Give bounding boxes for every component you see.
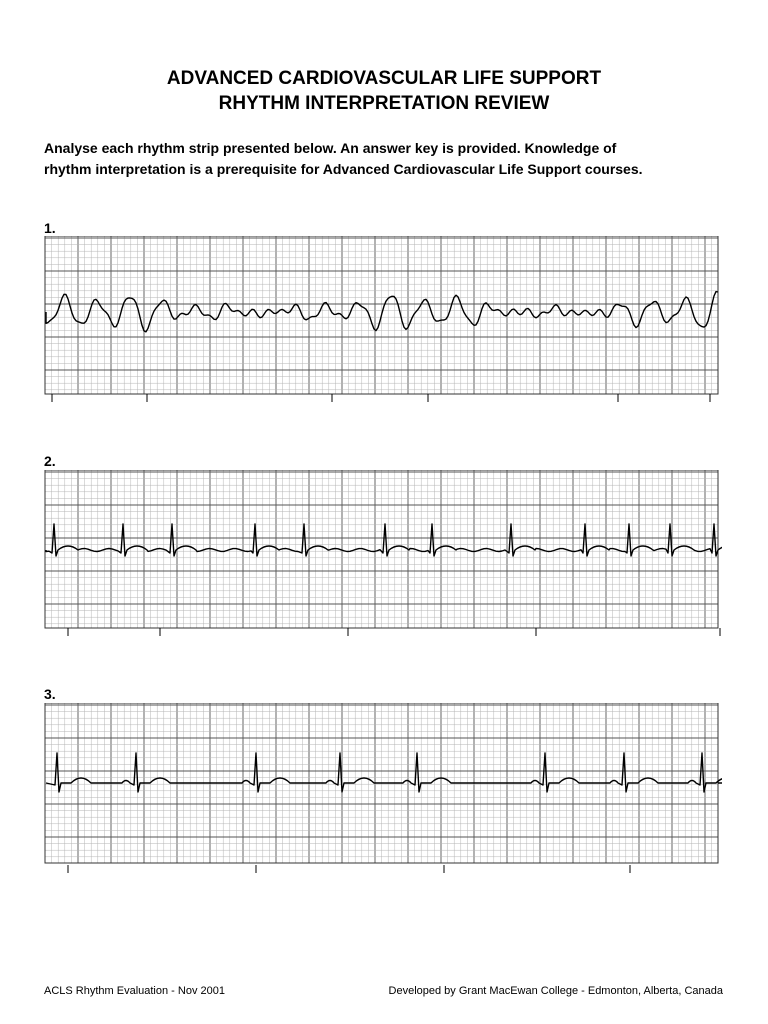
rhythm-strip-3 <box>40 703 722 883</box>
title-line-2: RHYTHM INTERPRETATION REVIEW <box>218 93 550 114</box>
title-line-1: ADVANCED CARDIOVASCULAR LIFE SUPPORT <box>166 68 602 89</box>
strip-1-label: 1. <box>44 220 56 236</box>
document-title <box>0 66 768 116</box>
footer-date-note: ACLS Rhythm Evaluation - Nov 2001 <box>44 985 225 997</box>
rhythm-strip-1 <box>40 236 722 410</box>
time-marker-ticks-2 <box>68 628 720 636</box>
time-marker-ticks-1 <box>52 394 710 402</box>
footer-credit: Developed by Grant MacEwan College - Edmonton, Alberta, Canada <box>388 985 723 997</box>
strip-2-label: 2. <box>44 453 56 469</box>
instructions-line-1: Analyse each rhythm strip presented below. An answer key is provided. Knowledge of <box>44 140 617 156</box>
strip-3-label: 3. <box>44 686 56 702</box>
instructions-paragraph <box>44 138 734 180</box>
ecg-trace-3 <box>46 753 722 792</box>
time-marker-ticks-3 <box>68 865 630 873</box>
rhythm-strip-2 <box>40 470 722 644</box>
instructions-line-2: rhythm interpretation is a prerequisite for Advanced Cardiovascular Life Support courses. <box>44 161 643 177</box>
